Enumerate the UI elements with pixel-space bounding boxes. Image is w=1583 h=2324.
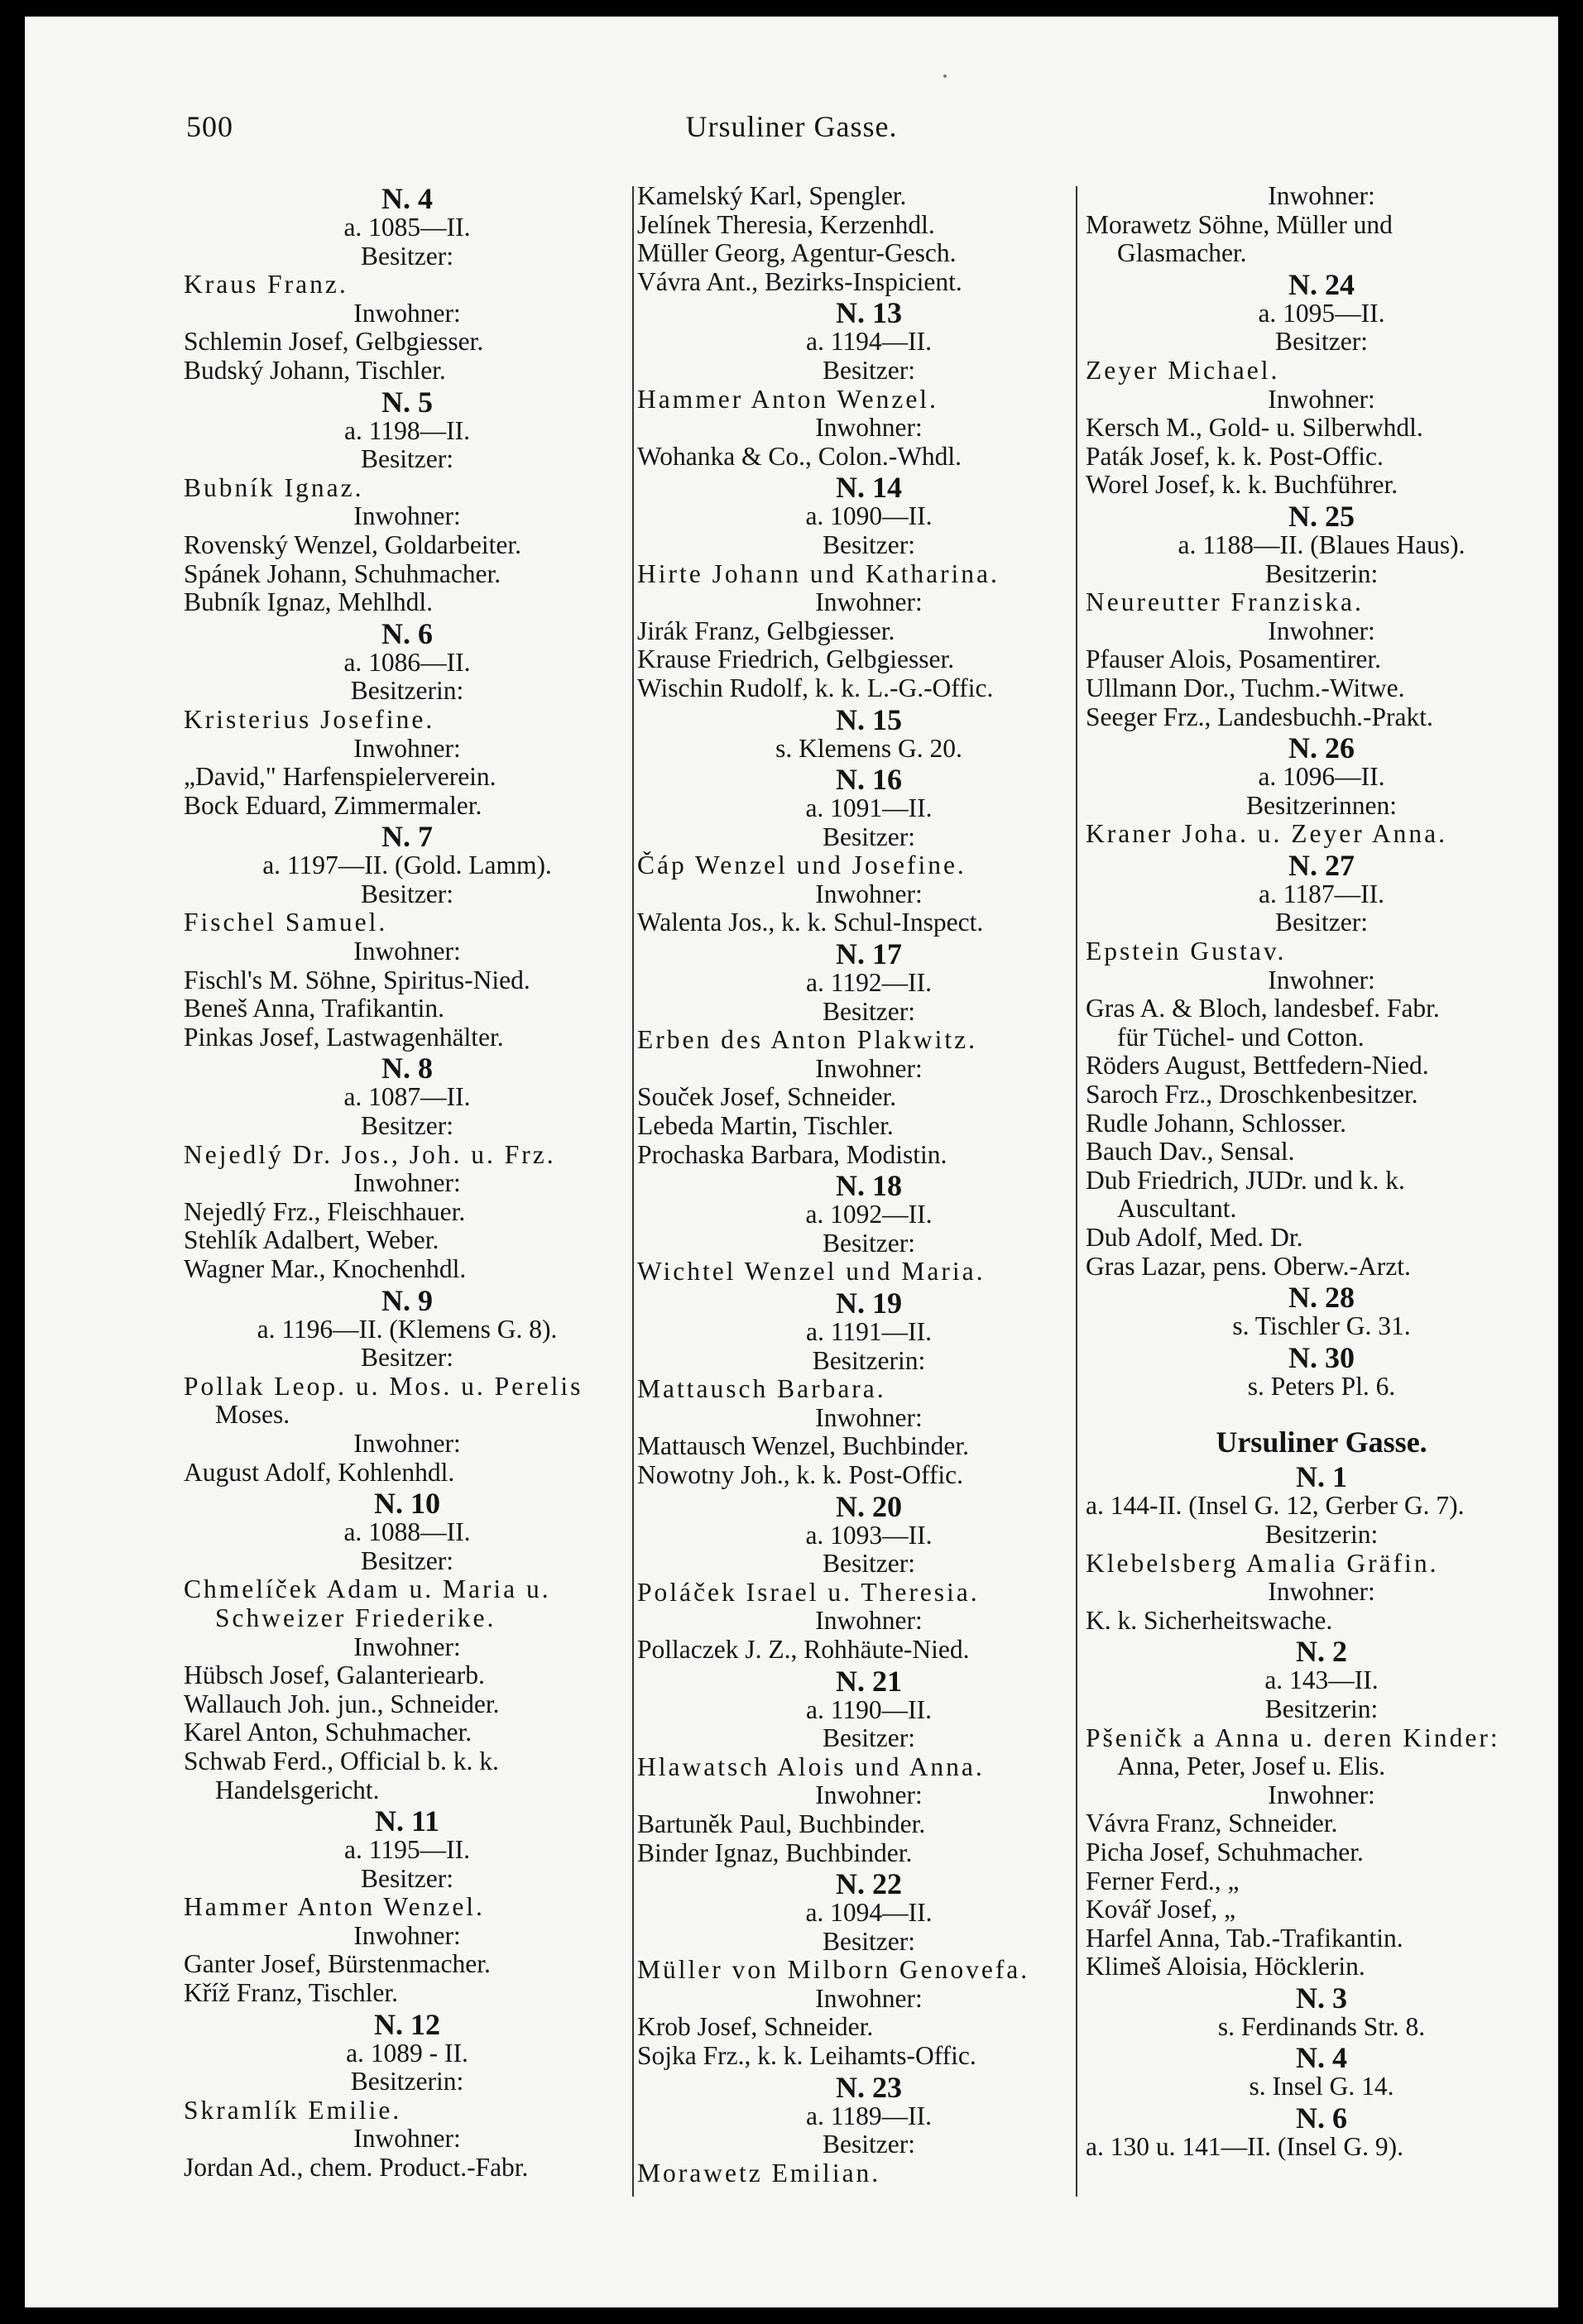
house-number-heading: N. 18 bbox=[836, 1171, 902, 1201]
entry-line: Mattausch Barbara. bbox=[637, 1375, 886, 1404]
entry-line: Gras Lazar, pens. Oberw.-Arzt. bbox=[1086, 1252, 1411, 1281]
entry-line: a. 1198—II. bbox=[344, 416, 470, 445]
column-divider-right bbox=[1076, 186, 1077, 2197]
entry-line: Besitzer: bbox=[361, 1344, 453, 1373]
entry-line: Besitzerin: bbox=[350, 677, 464, 706]
house-number-heading: N. 21 bbox=[836, 1665, 902, 1696]
entry-line: Beneš Anna, Trafikantin. bbox=[184, 994, 444, 1023]
entry-line: Inwohner: bbox=[353, 299, 461, 328]
entry-line: Schwab Ferd., Official b. k. k. bbox=[184, 1747, 499, 1775]
entry-line: Bauch Dav., Sensal. bbox=[1086, 1138, 1295, 1167]
entry-line: Inwohner: bbox=[353, 502, 461, 531]
entry-line: Handelsgericht. bbox=[215, 1775, 380, 1804]
entry-line: Poláček Israel u. Theresia. bbox=[637, 1578, 980, 1607]
house-number-heading: N. 26 bbox=[1288, 733, 1355, 764]
entry-line: Kersch M., Gold- u. Silberwhdl. bbox=[1086, 414, 1423, 443]
entry-line: Inwohner: bbox=[353, 1429, 461, 1458]
entry-line: Zeyer Michael. bbox=[1086, 356, 1280, 385]
entry-line: a. 130 u. 141—II. (Insel G. 9). bbox=[1086, 2133, 1404, 2162]
entry-line: Inwohner: bbox=[815, 414, 923, 443]
column-left bbox=[184, 182, 631, 2183]
entry-line: Inwohner: bbox=[815, 1054, 923, 1083]
entry-line: Inwohner: bbox=[353, 1921, 461, 1950]
house-number-heading: N. 15 bbox=[836, 704, 902, 735]
entry-line: Besitzerin: bbox=[812, 1346, 926, 1375]
page-number: 500 bbox=[186, 110, 233, 143]
column-right bbox=[1086, 182, 1557, 2162]
entry-line: a. 1197—II. (Gold. Lamm). bbox=[262, 851, 552, 880]
entry-line: Hammer Anton Wenzel. bbox=[184, 1893, 485, 1922]
entry-line: Karel Anton, Schuhmacher. bbox=[184, 1718, 473, 1747]
entry-line: Wagner Mar., Knochenhdl. bbox=[184, 1255, 467, 1283]
entry-line: Kovář Josef, „ bbox=[1086, 1895, 1236, 1924]
entry-line: Besitzer: bbox=[823, 1229, 915, 1258]
entry-line: Glasmacher. bbox=[1117, 239, 1247, 268]
entry-line: Besitzer: bbox=[361, 1864, 453, 1893]
entry-line: Pfauser Alois, Posamentirer. bbox=[1086, 645, 1381, 674]
entry-line: Bubník Ignaz, Mehlhdl. bbox=[184, 588, 433, 617]
house-number-heading: N. 16 bbox=[836, 764, 902, 795]
entry-line: a. 1195—II. bbox=[344, 1836, 470, 1865]
entry-line: a. 1194—II. bbox=[806, 328, 932, 357]
entry-line: Wichtel Wenzel und Maria. bbox=[637, 1258, 986, 1287]
paper-speck bbox=[943, 74, 947, 78]
entry-line: Inwohner: bbox=[1268, 1780, 1375, 1809]
entry-line: Nejedlý Frz., Fleischhauer. bbox=[184, 1197, 466, 1226]
column-middle bbox=[637, 182, 1101, 2187]
entry-line: Paták Josef, k. k. Post-Offic. bbox=[1086, 442, 1384, 471]
house-number-heading: N. 1 bbox=[1296, 1462, 1347, 1493]
house-number-heading: N. 14 bbox=[836, 472, 902, 503]
entry-line: a. 1092—II. bbox=[805, 1200, 933, 1229]
house-number-heading: N. 4 bbox=[1296, 2043, 1347, 2073]
entry-line: Schlemin Josef, Gelbgiesser. bbox=[184, 328, 484, 357]
entry-line: Besitzer: bbox=[823, 1550, 915, 1579]
entry-line: a. 1091—II. bbox=[805, 794, 933, 823]
entry-line: Inwohner: bbox=[815, 1781, 923, 1810]
entry-line: Budský Johann, Tischler. bbox=[184, 356, 446, 385]
entry-line: Gras A. & Bloch, landesbef. Fabr. bbox=[1086, 994, 1440, 1023]
entry-line: Morawetz Emilian. bbox=[637, 2159, 881, 2187]
house-number-heading: N. 23 bbox=[836, 2072, 902, 2102]
entry-line: Čáp Wenzel und Josefine. bbox=[637, 851, 967, 880]
entry-line: Kraus Franz. bbox=[184, 271, 348, 299]
entry-line: Nowotny Joh., k. k. Post-Offic. bbox=[637, 1460, 964, 1489]
entry-line: a. 1094—II. bbox=[805, 1899, 933, 1928]
entry-line: Bartuněk Paul, Buchbinder. bbox=[637, 1809, 926, 1838]
entry-line: Besitzerinnen: bbox=[1246, 791, 1397, 820]
entry-line: Klebelsberg Amalia Gräfin. bbox=[1086, 1549, 1439, 1578]
entry-line: Kraner Joha. u. Zeyer Anna. bbox=[1086, 820, 1447, 849]
entry-line: a. 143—II. bbox=[1264, 1666, 1379, 1695]
entry-line: Saroch Frz., Droschkenbesitzer. bbox=[1086, 1081, 1418, 1109]
entry-line: a. 1085—II. bbox=[343, 213, 471, 242]
document-page bbox=[25, 17, 1558, 2307]
entry-line: Jordan Ad., chem. Product.-Fabr. bbox=[184, 2154, 529, 2183]
house-number-heading: N. 5 bbox=[381, 386, 433, 417]
entry-line: Besitzer: bbox=[823, 530, 915, 559]
entry-line: Walenta Jos., k. k. Schul-Inspect. bbox=[637, 908, 984, 937]
entry-line: Inwohner: bbox=[815, 588, 923, 617]
entry-line: Epstein Gustav. bbox=[1086, 937, 1287, 966]
entry-line: s. Peters Pl. 6. bbox=[1247, 1372, 1396, 1401]
entry-line: Inwohner: bbox=[815, 879, 923, 908]
entry-line: Kristerius Josefine. bbox=[184, 705, 435, 734]
entry-line: Inwohner: bbox=[1268, 616, 1375, 645]
entry-line: a. 1086—II. bbox=[343, 648, 471, 677]
house-number-heading: N. 2 bbox=[1296, 1636, 1347, 1667]
entry-line: a. 1188—II. (Blaues Haus). bbox=[1178, 530, 1465, 559]
entry-line: Besitzer: bbox=[823, 997, 915, 1026]
entry-line: Harfel Anna, Tab.-Trafikantin. bbox=[1086, 1924, 1403, 1953]
entry-line: Morawetz Söhne, Müller und bbox=[1086, 210, 1393, 239]
entry-line: Hirte Johann und Katharina. bbox=[637, 559, 1000, 588]
entry-line: Souček Josef, Schneider. bbox=[637, 1083, 897, 1112]
entry-line: Pšeničk a Anna u. deren Kinder: bbox=[1086, 1723, 1500, 1752]
entry-line: Stehlík Adalbert, Weber. bbox=[184, 1226, 439, 1255]
entry-line: Hübsch Josef, Galanteriearb. bbox=[184, 1661, 485, 1690]
entry-line: Chmelíček Adam u. Maria u. bbox=[184, 1575, 551, 1604]
entry-line: Ganter Josef, Bürstenmacher. bbox=[184, 1950, 491, 1979]
entry-line: Spánek Johann, Schuhmacher. bbox=[184, 559, 501, 588]
entry-line: Schweizer Friederike. bbox=[215, 1603, 496, 1632]
house-number-heading: N. 19 bbox=[836, 1288, 902, 1318]
entry-line: a. 1093—II. bbox=[805, 1521, 933, 1550]
house-number-heading: N. 20 bbox=[836, 1491, 902, 1521]
entry-line: K. k. Sicherheitswache. bbox=[1086, 1606, 1333, 1635]
entry-line: s. Insel G. 14. bbox=[1249, 2072, 1394, 2101]
entry-line: Inwohner: bbox=[353, 1169, 461, 1198]
entry-line: Moses. bbox=[215, 1401, 290, 1430]
entry-line: Hammer Anton Wenzel. bbox=[637, 385, 938, 414]
entry-line: Inwohner: bbox=[815, 1984, 923, 2013]
entry-line: Bock Eduard, Zimmermaler. bbox=[184, 791, 482, 820]
entry-line: Auscultant. bbox=[1117, 1195, 1237, 1224]
entry-line: a. 1190—II. bbox=[806, 1695, 932, 1724]
entry-line: Binder Ignaz, Buchbinder. bbox=[637, 1838, 913, 1867]
entry-line: Prochaska Barbara, Modistin. bbox=[637, 1140, 947, 1169]
entry-line: Besitzer: bbox=[1275, 908, 1368, 937]
house-number-heading: N. 17 bbox=[836, 939, 902, 970]
entry-line: Jelínek Theresia, Kerzenhdl. bbox=[637, 210, 935, 239]
entry-line: s. Klemens G. 20. bbox=[775, 734, 962, 763]
entry-line: Krob Josef, Schneider. bbox=[637, 2013, 874, 2042]
page-header: Ursuliner Gasse. bbox=[685, 110, 898, 143]
entry-line: Besitzerin: bbox=[1264, 559, 1379, 588]
house-number-heading: N. 7 bbox=[381, 822, 433, 852]
house-number-heading: N. 24 bbox=[1288, 269, 1355, 299]
entry-line: Neureutter Franziska. bbox=[1086, 588, 1364, 617]
entry-line: Besitzer: bbox=[361, 879, 453, 908]
house-number-heading: N. 8 bbox=[381, 1053, 433, 1084]
entry-line: Wischin Rudolf, k. k. L.-G.-Offic. bbox=[637, 673, 994, 702]
entry-line: Krause Friedrich, Gelbgiesser. bbox=[637, 645, 955, 674]
entry-line: Inwohner: bbox=[1268, 966, 1375, 994]
entry-line: Besitzer: bbox=[1275, 328, 1368, 357]
entry-line: Skramlík Emilie. bbox=[184, 2096, 402, 2125]
entry-line: Erben des Anton Plakwitz. bbox=[637, 1026, 977, 1055]
entry-line: Rovenský Wenzel, Goldarbeiter. bbox=[184, 530, 522, 559]
entry-line: Inwohner: bbox=[353, 1632, 461, 1661]
entry-line: a. 1096—II. bbox=[1258, 763, 1385, 792]
entry-line: Pollak Leop. u. Mos. u. Perelis bbox=[184, 1372, 583, 1401]
entry-line: a. 1090—II. bbox=[805, 502, 933, 531]
house-number-heading: N. 12 bbox=[374, 2009, 440, 2039]
entry-line: Besitzer: bbox=[823, 1927, 915, 1956]
entry-line: Vávra Ant., Bezirks-Inspicient. bbox=[637, 267, 962, 296]
entry-line: a. 1196—II. (Klemens G. 8). bbox=[257, 1315, 558, 1344]
entry-line: Inwohner: bbox=[1268, 1578, 1375, 1607]
entry-line: Inwohner: bbox=[815, 1607, 923, 1636]
entry-line: Kříž Franz, Tischler. bbox=[184, 1979, 398, 2008]
entry-line: Fischel Samuel. bbox=[184, 908, 388, 937]
entry-line: August Adolf, Kohlenhdl. bbox=[184, 1458, 455, 1487]
entry-line: a. 1088—II. bbox=[343, 1518, 471, 1547]
column-divider-left bbox=[632, 186, 634, 2197]
entry-line: Anna, Peter, Josef u. Elis. bbox=[1117, 1752, 1386, 1781]
entry-line: Lebeda Martin, Tischler. bbox=[637, 1112, 894, 1141]
entry-line: Wallauch Joh. jun., Schneider. bbox=[184, 1689, 500, 1718]
entry-line: Besitzer: bbox=[361, 1546, 453, 1575]
house-number-heading: N. 6 bbox=[1296, 2103, 1347, 2134]
entry-line: Besitzer: bbox=[823, 1724, 915, 1753]
entry-line: Besitzerin: bbox=[1264, 1520, 1379, 1549]
entry-line: Vávra Franz, Schneider. bbox=[1086, 1809, 1338, 1838]
entry-line: s. Tischler G. 31. bbox=[1232, 1312, 1411, 1341]
entry-line: Besitzer: bbox=[823, 822, 915, 851]
entry-line: Inwohner: bbox=[353, 2125, 461, 2154]
entry-line: Besitzerin: bbox=[350, 2068, 464, 2096]
entry-line: Inwohner: bbox=[815, 1403, 923, 1432]
house-number-heading: N. 27 bbox=[1288, 850, 1355, 880]
entry-line: Kamelský Karl, Spengler. bbox=[637, 182, 907, 210]
house-number-heading: N. 3 bbox=[1296, 1982, 1347, 2013]
entry-line: Dub Friedrich, JUDr. und k. k. bbox=[1086, 1166, 1405, 1195]
entry-line: Fischl's M. Söhne, Spiritus-Nied. bbox=[184, 966, 530, 994]
entry-line: Besitzer: bbox=[823, 2130, 915, 2159]
entry-line: Besitzer: bbox=[361, 445, 453, 474]
entry-line: Inwohner: bbox=[353, 734, 461, 763]
house-number-heading: N. 9 bbox=[381, 1285, 433, 1315]
entry-line: Inwohner: bbox=[1268, 385, 1375, 414]
entry-line: Worel Josef, k. k. Buchführer. bbox=[1086, 471, 1398, 500]
house-number-heading: N. 11 bbox=[374, 1806, 439, 1837]
entry-line: für Tüchel- und Cotton. bbox=[1117, 1023, 1365, 1052]
entry-line: Pinkas Josef, Lastwagenhälter. bbox=[184, 1023, 504, 1052]
house-number-heading: N. 4 bbox=[381, 184, 433, 213]
entry-line: a. 1089 - II. bbox=[346, 2039, 468, 2068]
entry-line: Inwohner: bbox=[1268, 182, 1375, 210]
street-heading: Ursuliner Gasse. bbox=[1216, 1426, 1427, 1459]
entry-line: a. 1187—II. bbox=[1259, 879, 1384, 908]
house-number-heading: N. 6 bbox=[381, 618, 433, 649]
entry-line: Nejedlý Dr. Jos., Joh. u. Frz. bbox=[184, 1140, 556, 1169]
house-number-heading: N. 10 bbox=[374, 1488, 440, 1519]
entry-line: a. 144-II. (Insel G. 12, Gerber G. 7). bbox=[1086, 1492, 1465, 1521]
house-number-heading: N. 13 bbox=[836, 298, 902, 328]
entry-line: Besitzerin: bbox=[1264, 1694, 1379, 1723]
entry-line: Besitzer: bbox=[361, 1112, 453, 1141]
entry-line: Ferner Ferd., „ bbox=[1086, 1866, 1240, 1895]
entry-line: s. Ferdinands Str. 8. bbox=[1217, 2012, 1426, 2041]
entry-line: Wohanka & Co., Colon.-Whdl. bbox=[637, 442, 962, 471]
entry-line: Seeger Frz., Landesbuchh.-Prakt. bbox=[1086, 702, 1433, 731]
entry-line: Müller von Milborn Genovefa. bbox=[637, 1956, 1030, 1985]
entry-line: a. 1192—II. bbox=[806, 969, 932, 998]
entry-line: Röders August, Bettfedern-Nied. bbox=[1086, 1052, 1429, 1081]
house-number-heading: N. 30 bbox=[1288, 1342, 1355, 1373]
entry-line: Besitzer: bbox=[823, 356, 915, 385]
house-number-heading: N. 25 bbox=[1288, 501, 1355, 531]
house-number-heading: N. 28 bbox=[1288, 1282, 1355, 1313]
entry-line: a. 1095—II. bbox=[1258, 299, 1385, 328]
house-number-heading: N. 22 bbox=[836, 1869, 902, 1900]
entry-line: a. 1087—II. bbox=[343, 1083, 471, 1112]
entry-line: Sojka Frz., k. k. Leihamts-Offic. bbox=[637, 2042, 976, 2071]
entry-line: Inwohner: bbox=[353, 937, 461, 966]
entry-line: Bubník Ignaz. bbox=[184, 473, 364, 502]
entry-line: Jirák Franz, Gelbgiesser. bbox=[637, 616, 895, 645]
entry-line: Picha Josef, Schuhmacher. bbox=[1086, 1838, 1364, 1866]
entry-line: „David," Harfenspielerverein. bbox=[184, 763, 496, 792]
entry-line: Besitzer: bbox=[361, 242, 453, 271]
entry-line: Dub Adolf, Med. Dr. bbox=[1086, 1224, 1303, 1252]
entry-line: Pollaczek J. Z., Rohhäute-Nied. bbox=[637, 1635, 970, 1664]
entry-line: a. 1189—II. bbox=[806, 2101, 932, 2130]
entry-line: Hlawatsch Alois und Anna. bbox=[637, 1752, 985, 1781]
entry-line: Ullmann Dor., Tuchm.-Witwe. bbox=[1086, 673, 1405, 702]
entry-line: Mattausch Wenzel, Buchbinder. bbox=[637, 1432, 970, 1461]
entry-line: Rudle Johann, Schlosser. bbox=[1086, 1109, 1346, 1138]
entry-line: Müller Georg, Agentur-Gesch. bbox=[637, 239, 957, 268]
entry-line: Klimeš Aloisia, Höcklerin. bbox=[1086, 1953, 1365, 1981]
entry-line: a. 1191—II. bbox=[806, 1318, 932, 1346]
